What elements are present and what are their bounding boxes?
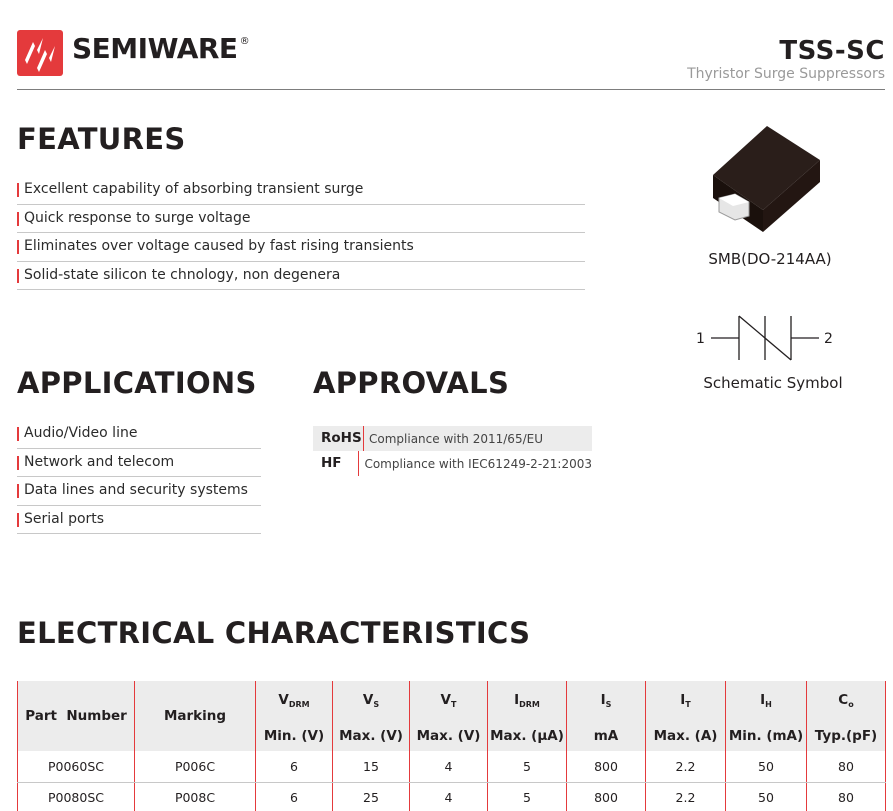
document-subtitle: Thyristor Surge Suppressors — [687, 66, 885, 82]
param-sym: I — [514, 692, 520, 708]
header-param-unit: Min. (mA) — [726, 720, 807, 751]
header-part-number: Part Number — [18, 681, 135, 751]
table-cell: 80 — [807, 751, 886, 782]
header-param-unit: Min. (V) — [256, 720, 333, 751]
approval-value: Compliance with 2011/65/EU — [369, 431, 543, 446]
feature-item — [17, 233, 585, 262]
application-text: Data lines and security systems — [24, 482, 248, 498]
header-param-unit: Max. (V) — [333, 720, 410, 751]
features-list — [17, 176, 585, 290]
header-param-symbol — [488, 681, 567, 720]
bullet-bar-icon — [17, 240, 19, 254]
table-cell: 50 — [726, 782, 807, 811]
feature-text: Excellent capability of absorbing transient surge — [24, 181, 364, 197]
header-param-symbol — [333, 681, 410, 720]
param-sym: I — [680, 692, 686, 708]
table-cell: 6 — [256, 782, 333, 811]
schematic-label: Schematic Symbol — [703, 374, 843, 392]
table-row — [18, 751, 886, 782]
table-cell: 2.2 — [646, 751, 726, 782]
header-divider — [17, 89, 885, 90]
application-item — [17, 477, 261, 506]
bullet-bar-icon — [17, 183, 19, 197]
schematic-pin1-label: 1 — [696, 331, 705, 347]
approval-key: RoHS — [313, 426, 364, 451]
param-sub: T — [685, 700, 691, 709]
approval-value: Compliance with IEC61249-2-21:2003 — [364, 456, 592, 471]
brand-text: SEMIWARE — [72, 32, 238, 65]
approval-row — [313, 426, 592, 451]
table-cell: 800 — [567, 751, 646, 782]
bullet-bar-icon — [17, 212, 19, 226]
approval-key: HF — [313, 451, 359, 476]
package-image — [705, 120, 835, 240]
header-param-symbol — [567, 681, 646, 720]
header-param-unit: Typ.(pF) — [807, 720, 886, 751]
electrical-heading: ELECTRICAL CHARACTERISTICS — [17, 616, 531, 650]
table-cell: 25 — [333, 782, 410, 811]
header-param-unit: Max. (V) — [410, 720, 488, 751]
table-cell: 4 — [410, 782, 488, 811]
param-sub: DRM — [519, 700, 540, 709]
applications-heading: APPLICATIONS — [17, 366, 257, 400]
application-text: Serial ports — [24, 510, 105, 527]
application-item — [17, 420, 261, 449]
brand-logo-icon — [17, 30, 63, 76]
param-sub: S — [605, 700, 612, 709]
bullet-bar-icon — [17, 484, 19, 498]
table-cell: 80 — [807, 782, 886, 811]
feature-item — [17, 176, 585, 205]
package-label: SMB(DO-214AA) — [708, 250, 832, 268]
table-cell: 4 — [410, 751, 488, 782]
param-sub: T — [450, 700, 457, 709]
feature-item — [17, 262, 585, 291]
header-param-unit: Max. (µA) — [488, 720, 567, 751]
bullet-bar-icon — [17, 456, 19, 470]
param-sym: V — [362, 692, 374, 708]
schematic-symbol — [693, 312, 843, 368]
feature-text: Quick response to surge voltage — [24, 209, 251, 226]
param-sub: o — [848, 700, 854, 709]
table-cell: P006C — [135, 751, 256, 782]
param-sym: C — [838, 692, 849, 708]
bullet-bar-icon — [17, 513, 19, 527]
param-sub: DRM — [288, 700, 310, 709]
header-param-symbol — [256, 681, 333, 720]
param-sym: V — [278, 692, 289, 708]
feature-text: Solid-state silicon te chnology, non degenera — [24, 266, 341, 283]
table-cell: P008C — [135, 782, 256, 811]
application-item — [17, 449, 261, 478]
table-cell: P0060SC — [18, 751, 135, 782]
header-param-unit: mA — [567, 720, 646, 751]
feature-item — [17, 205, 585, 234]
electrical-table — [17, 681, 886, 811]
table-cell: 800 — [567, 782, 646, 811]
param-sym: I — [760, 692, 766, 708]
table-cell: 5 — [488, 782, 567, 811]
application-text: Audio/Video line — [24, 425, 138, 441]
features-heading: FEATURES — [17, 122, 186, 156]
header-param-symbol — [410, 681, 488, 720]
approvals-table — [313, 426, 592, 476]
table-row — [18, 782, 886, 811]
table-cell: 15 — [333, 751, 410, 782]
application-text: Network and telecom — [24, 453, 175, 470]
param-sym: I — [600, 692, 606, 708]
param-sub: S — [373, 700, 380, 709]
param-sub: H — [765, 700, 772, 709]
table-cell: 2.2 — [646, 782, 726, 811]
table-cell: 5 — [488, 751, 567, 782]
table-cell: P0080SC — [18, 782, 135, 811]
bullet-bar-icon — [17, 427, 19, 441]
approvals-heading: APPROVALS — [313, 366, 510, 400]
brand-name — [72, 32, 250, 65]
table-cell: 6 — [256, 751, 333, 782]
header-marking: Marking — [135, 681, 256, 751]
applications-list — [17, 420, 261, 534]
table-cell: 50 — [726, 751, 807, 782]
registered-mark: ® — [239, 36, 250, 47]
document-title: TSS-SC — [779, 36, 885, 66]
param-sym: V — [440, 692, 451, 708]
feature-text: Eliminates over voltage caused by fast rising transients — [24, 238, 414, 254]
approval-row — [313, 451, 592, 476]
header-param-unit: Max. (A) — [646, 720, 726, 751]
header-param-symbol — [726, 681, 807, 720]
application-item — [17, 506, 261, 535]
header-param-symbol — [646, 681, 726, 720]
bullet-bar-icon — [17, 269, 19, 283]
header-param-symbol — [807, 681, 886, 720]
schematic-pin2-label: 2 — [824, 331, 833, 347]
